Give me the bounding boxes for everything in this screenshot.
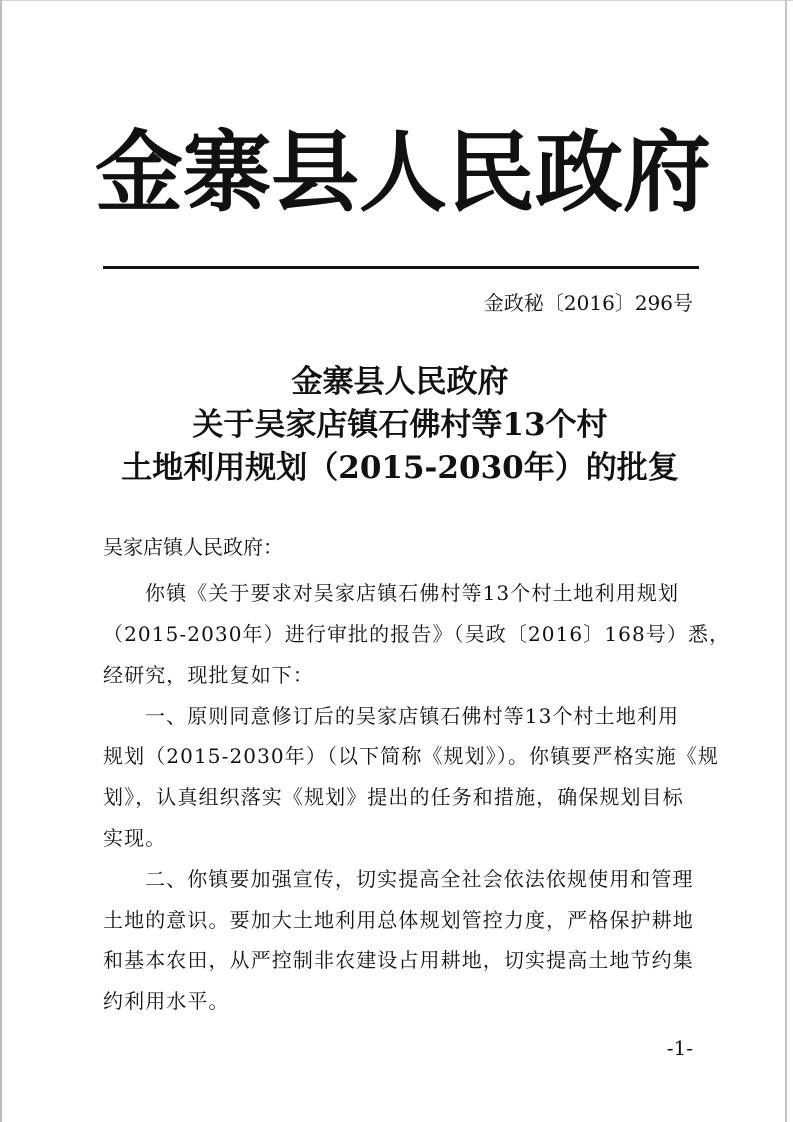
body-line: 约利用水平。 <box>103 989 230 1013</box>
body-line: 规划（2015-2030年）（以下简称《规划》）。你镇要严格实施《规 <box>103 744 719 768</box>
document-title-line-1: 金寨县人民政府 <box>291 364 509 400</box>
document-number: 金政秘〔2016〕296号 <box>483 291 693 315</box>
body-line: 实现。 <box>103 826 167 850</box>
salutation: 吴家店镇人民政府： <box>103 535 283 559</box>
body-line: 土地的意识。要加大土地利用总体规划管控力度，严格保护耕地 <box>103 908 694 932</box>
header-divider <box>103 266 699 269</box>
page-number: -1- <box>666 1036 693 1060</box>
body-line: 和基本农田，从严控制非农建设占用耕地，切实提高土地节约集 <box>103 948 694 972</box>
body-line: 你镇《关于要求对吴家店镇石佛村等13个村土地利用规划 <box>145 581 680 605</box>
issuer-header-title: 金寨县人民政府 <box>95 120 712 224</box>
page-edge-top <box>0 0 793 1</box>
body-line: 划》，认真组织落实《规划》提出的任务和措施，确保规划目标 <box>103 785 684 809</box>
page-edge-right <box>785 0 787 1122</box>
body-line: 二、你镇要加强宣传，切实提高全社会依法依规使用和管理 <box>145 867 694 891</box>
document-title-line-3: 土地利用规划（2015-2030年）的批复 <box>121 450 679 486</box>
body-line: 经研究，现批复如下： <box>103 663 314 687</box>
body-line: （2015-2030年）进行审批的报告》（吴政〔2016〕168号）悉， <box>103 622 731 646</box>
document-title-line-2: 关于吴家店镇石佛村等13个村 <box>192 407 608 443</box>
body-line: 一、原则同意修订后的吴家店镇石佛村等13个村土地利用 <box>145 704 680 728</box>
page-edge-left <box>0 0 2 1122</box>
